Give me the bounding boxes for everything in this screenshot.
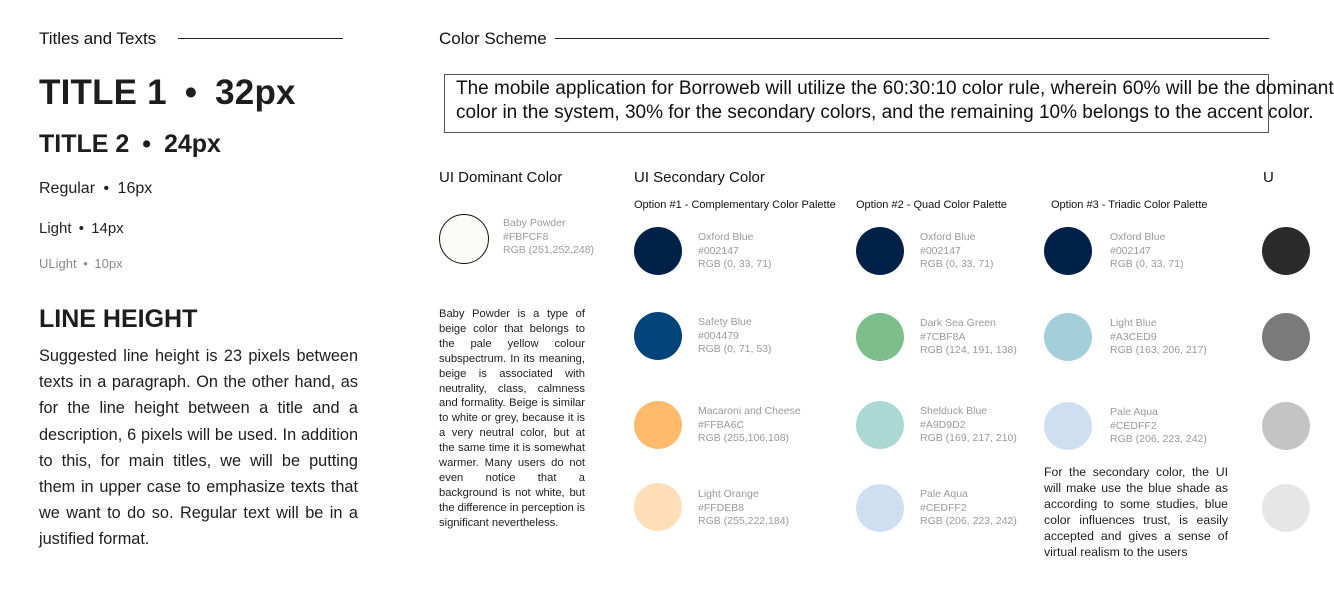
- regular-label: Regular: [39, 180, 96, 197]
- title2-size: 24px: [163, 130, 221, 158]
- color-hex: #002147: [920, 244, 961, 257]
- color-hex: #FBFCF8: [503, 230, 549, 243]
- bullet: •: [142, 130, 152, 158]
- color-name: Oxford Blue: [920, 231, 976, 243]
- option-1-info-1: [698, 231, 772, 272]
- color-hex: #FFDEB8: [698, 501, 745, 514]
- color-name: Light Orange: [698, 488, 759, 500]
- option-2-swatch-2: [856, 313, 904, 361]
- light-size: 14px: [91, 220, 124, 237]
- option-1-swatch-1: [634, 227, 682, 275]
- title2-sample: [39, 130, 221, 159]
- quote-line-2: color in the system, 30% for the secondary colors, and the remaining 10% belongs to the accent color.: [456, 102, 1314, 123]
- titles-header: Titles and Texts: [39, 29, 157, 48]
- bullet: •: [184, 73, 198, 112]
- option-3-swatch-2: [1044, 313, 1092, 361]
- color-hex: #004479: [698, 329, 739, 342]
- accent-swatch-4: [1262, 484, 1310, 532]
- color-name: Oxford Blue: [1110, 231, 1166, 243]
- secondary-title: UI Secondary Color: [634, 169, 765, 186]
- option-1-swatch-3: [634, 401, 682, 449]
- color-rgb: RGB (255,106,108): [698, 432, 790, 444]
- ulight-size: 10px: [94, 256, 123, 271]
- color-rgb: RGB (206, 223, 242): [920, 515, 1017, 527]
- color-scheme-header: Color Scheme: [439, 29, 547, 48]
- option-2-info-3: [920, 405, 1017, 446]
- title1-label: TITLE 1: [39, 73, 167, 112]
- option-1-swatch-4: [634, 483, 682, 531]
- ulight-sample: [39, 256, 123, 271]
- option-3-swatch-1: [1044, 227, 1092, 275]
- accent-swatch-1: [1262, 227, 1310, 275]
- color-hex: #CEDFF2: [920, 501, 967, 514]
- color-name: Pale Aqua: [1110, 406, 1158, 418]
- color-rgb: RGB (124, 191, 138): [920, 344, 1017, 356]
- title2-label: TITLE 2: [39, 130, 130, 158]
- title1-size: 32px: [215, 73, 296, 112]
- color-name: Safety Blue: [698, 316, 752, 328]
- color-rgb: RGB (163, 206, 217): [1110, 344, 1207, 356]
- option-3-info-2: [1110, 317, 1207, 358]
- option-1-info-3: [698, 405, 801, 446]
- option-2-info-4: [920, 488, 1017, 529]
- regular-size: 16px: [117, 180, 153, 197]
- option-1-info-2: [698, 316, 772, 357]
- color-scheme-rule: [555, 38, 1269, 39]
- color-hex: #FFBA6C: [698, 418, 745, 431]
- bullet: •: [78, 220, 84, 237]
- option-2-label: Option #2 - Quad Color Palette: [856, 199, 1008, 211]
- color-rgb: RGB (255,222,184): [698, 515, 790, 527]
- dominant-description: Baby Powder is a type of beige color that belongs to the pale yellow colour subspectrum. In its meaning, beige is associated with neutrality, class, calmness and formality. Beige is similar to white or grey, because it is a very neutral color, but at the same time it is somewhat warmer. Many users do not even notice that a background is not white, but the difference in perception is significant nevertheless.: [439, 308, 585, 529]
- color-rgb: RGB (0, 33, 71): [1110, 258, 1184, 270]
- color-name: Oxford Blue: [698, 231, 754, 243]
- color-name: Light Blue: [1110, 317, 1157, 329]
- color-hex: #CEDFF2: [1110, 419, 1157, 432]
- regular-sample: [39, 180, 152, 198]
- title1-sample: [39, 73, 296, 113]
- color-hex: #002147: [1110, 244, 1151, 257]
- option-2-info-1: [920, 231, 994, 272]
- dominant-title: UI Dominant Color: [439, 169, 563, 186]
- line-height-paragraph: Suggested line height is 23 pixels between texts in a paragraph. On the other hand, as for the line height between a title and a description, 6 pixels will be used. In addition to this, for main titles, we will be putting them in upper case to emphasize texts that we want to do so. Regular text will be in a justified format.: [39, 347, 358, 549]
- color-hex: #7CBF8A: [920, 330, 966, 343]
- secondary-note: For the secondary color, the UI will make use the blue shade as according to some studies, blue color influences trust, is easily accepted and gives a sense of virtual realism to the users: [1044, 465, 1228, 559]
- option-2-info-2: [920, 317, 1017, 358]
- color-rgb: RGB (0, 33, 71): [920, 258, 994, 270]
- titles-header-rule: [178, 38, 343, 39]
- option-3-swatch-3: [1044, 402, 1092, 450]
- option-2-swatch-1: [856, 227, 904, 275]
- color-rule-quote: [444, 74, 1334, 133]
- option-1-label: Option #1 - Complementary Color Palette: [634, 199, 836, 211]
- line-height-title: LINE HEIGHT: [39, 305, 198, 333]
- option-3-info-3: [1110, 406, 1207, 447]
- ulight-label: ULight: [39, 256, 77, 271]
- option-3-info-1: [1110, 231, 1184, 272]
- color-name: Shelduck Blue: [920, 405, 988, 417]
- color-hex: #A3CED9: [1110, 330, 1157, 343]
- color-name: Baby Powder: [503, 217, 566, 229]
- color-rgb: RGB (0, 71, 53): [698, 343, 772, 355]
- quote-line-1: The mobile application for Borroweb will utilize the 60:30:10 color rule, wherein 60% will be the dominant: [456, 78, 1334, 99]
- accent-swatch-3: [1262, 402, 1310, 450]
- color-rgb: RGB (251,252,248): [503, 244, 595, 256]
- option-1-swatch-2: [634, 312, 682, 360]
- color-rgb: RGB (206, 223, 242): [1110, 433, 1207, 445]
- bullet: •: [103, 180, 110, 197]
- color-hex: #002147: [698, 244, 739, 257]
- color-hex: #A9D9D2: [920, 418, 966, 431]
- color-name: Dark Sea Green: [920, 317, 996, 329]
- light-sample: [39, 220, 124, 237]
- baby-powder-info: [503, 217, 594, 258]
- option-1-info-4: [698, 488, 789, 529]
- baby-powder-swatch: [439, 214, 489, 264]
- option-3-label: Option #3 - Triadic Color Palette: [1051, 199, 1208, 211]
- color-name: Macaroni and Cheese: [698, 405, 801, 417]
- light-label: Light: [39, 220, 72, 237]
- color-rgb: RGB (0, 33, 71): [698, 258, 772, 270]
- option-2-swatch-4: [856, 484, 904, 532]
- accent-swatch-2: [1262, 313, 1310, 361]
- option-2-swatch-3: [856, 401, 904, 449]
- color-rgb: RGB (169, 217, 210): [920, 432, 1017, 444]
- bullet: •: [83, 256, 88, 271]
- accent-title-fragment: U: [1263, 169, 1274, 186]
- color-name: Pale Aqua: [920, 488, 968, 500]
